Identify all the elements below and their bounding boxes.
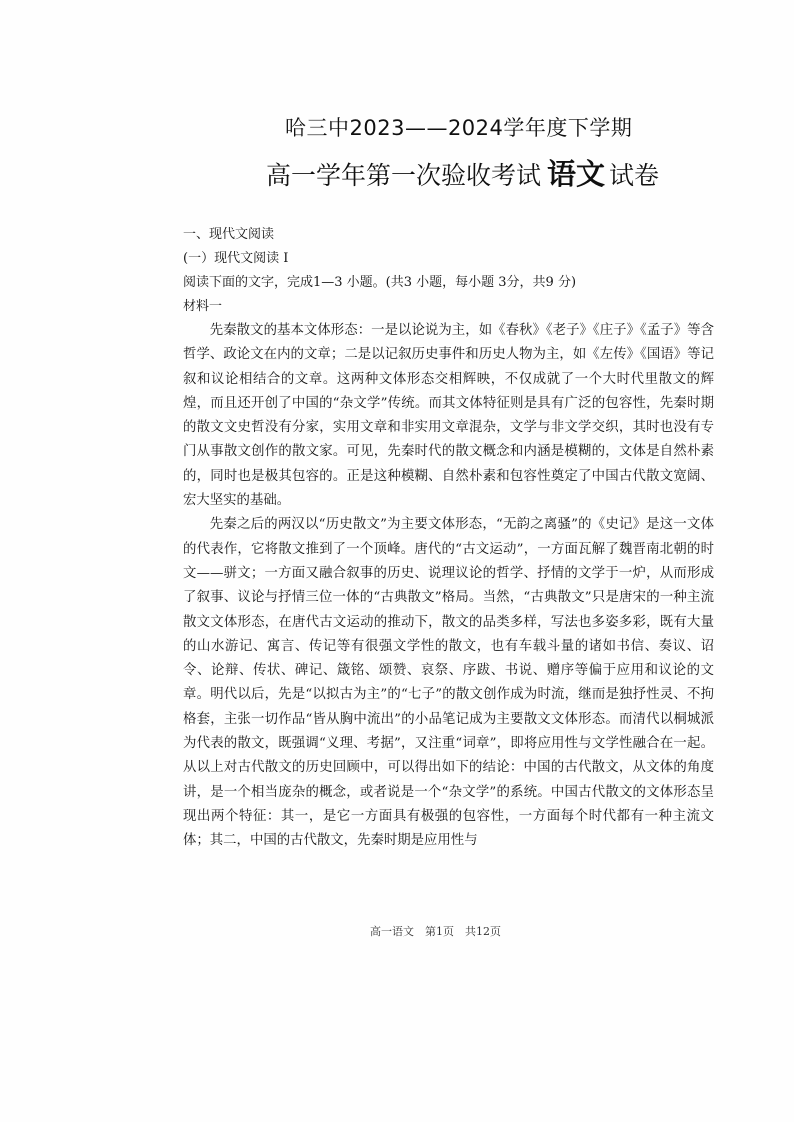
section-heading: 一、现代文阅读: [183, 227, 275, 242]
passage-paragraph: 先秦散文的基本文体形态：一是以论说为主，如《春秋》《老子》《庄子》《孟子》等含哲学、政论文在内的文章；二是以记叙历史事件和历史人物为主，如《左传》《国语》等记叙和议论相结合的文章。这两种文体形态交相辉映，不仅成就了一个大时代里散文的辉煌，而且还开创了中国的“杂文学”传统。而其文体特征则是具有广泛的包容性，先秦时期的散文文史哲没有分家，实用文章和非实用文章混杂，文学与非文学交织，其时也没有专门从事散文创作的散文家。可见，先秦时代的散文概念和内涵是模糊的，文体是自然朴素的，同时也是极其包容的。正是这种模糊、自然朴素和包容性奠定了中国古代散文宽阔、宏大坚实的基础。: [183, 323, 714, 509]
exam-title-line2: [266, 152, 659, 193]
exam-title-main: 高一学年第一次验收考试: [266, 161, 542, 190]
question-instruction: 阅读下面的文字，完成1—3 小题。(共3 小题，每小题 3分，共9 分): [183, 275, 577, 290]
passage-paragraph: 先秦之后的两汉以“历史散文”为主要文体形态，“无韵之离骚”的《史记》是这一文体的代表作，它将散文推到了一个顶峰。唐代的“古文运动”，一方面瓦解了魏晋南北朝的时文——骈文；一方面又融合叙事的历史、说理议论的哲学、抒情的文学于一炉，从而形成了叙事、议论与抒情三位一体的“古典散文”格局。当然，“古典散文”只是唐宋的一种主流散文文体形态，在唐代古文运动的推动下，散文的品类多样，写法也多姿多彩，既有大量的山水游记、寓言、传记等有很强文学性的散文，也有车载斗量的诸如书信、奏议、诏令、论辩、传状、碑记、箴铭、颂赞、哀祭、序跋、书说、赠序等偏于应用和议论的文章。明代以后，先是“以拟古为主”的“七子”的散文创作成为时流，继而是独抒性灵、不拘格套，主张一切作品“皆从胸中流出”的小品笔记成为主要散文文体形态。而清代以桐城派为代表的散文，既强调“义理、考据”，又注重“词章”，即将应用性与文学性融合在一起。从以上对古代散文的历史回顾中，可以得出如下的结论：中国的古代散文，从文体的角度讲，是一个相当庞杂的概念，或者说是一个“杂文学”的系统。中国古代散文的文体形态呈现出两个特征：其一，是它一方面具有极强的包容性，一方面每个时代都有一种主流文体；其二，中国的古代散文，先秦时期是应用性与: [183, 517, 714, 849]
page-footer: 高一语文 第1页 共12页: [370, 925, 501, 938]
exam-title-line1: 哈三中2023——2024学年度下学期: [285, 116, 633, 140]
reading-passage: [183, 319, 714, 854]
exam-subject: 语文: [547, 157, 606, 191]
subsection-heading: (一）现代文阅读 I: [183, 251, 289, 266]
exam-title-suffix: 试卷: [609, 161, 660, 190]
material-label: 材料一: [183, 299, 223, 314]
